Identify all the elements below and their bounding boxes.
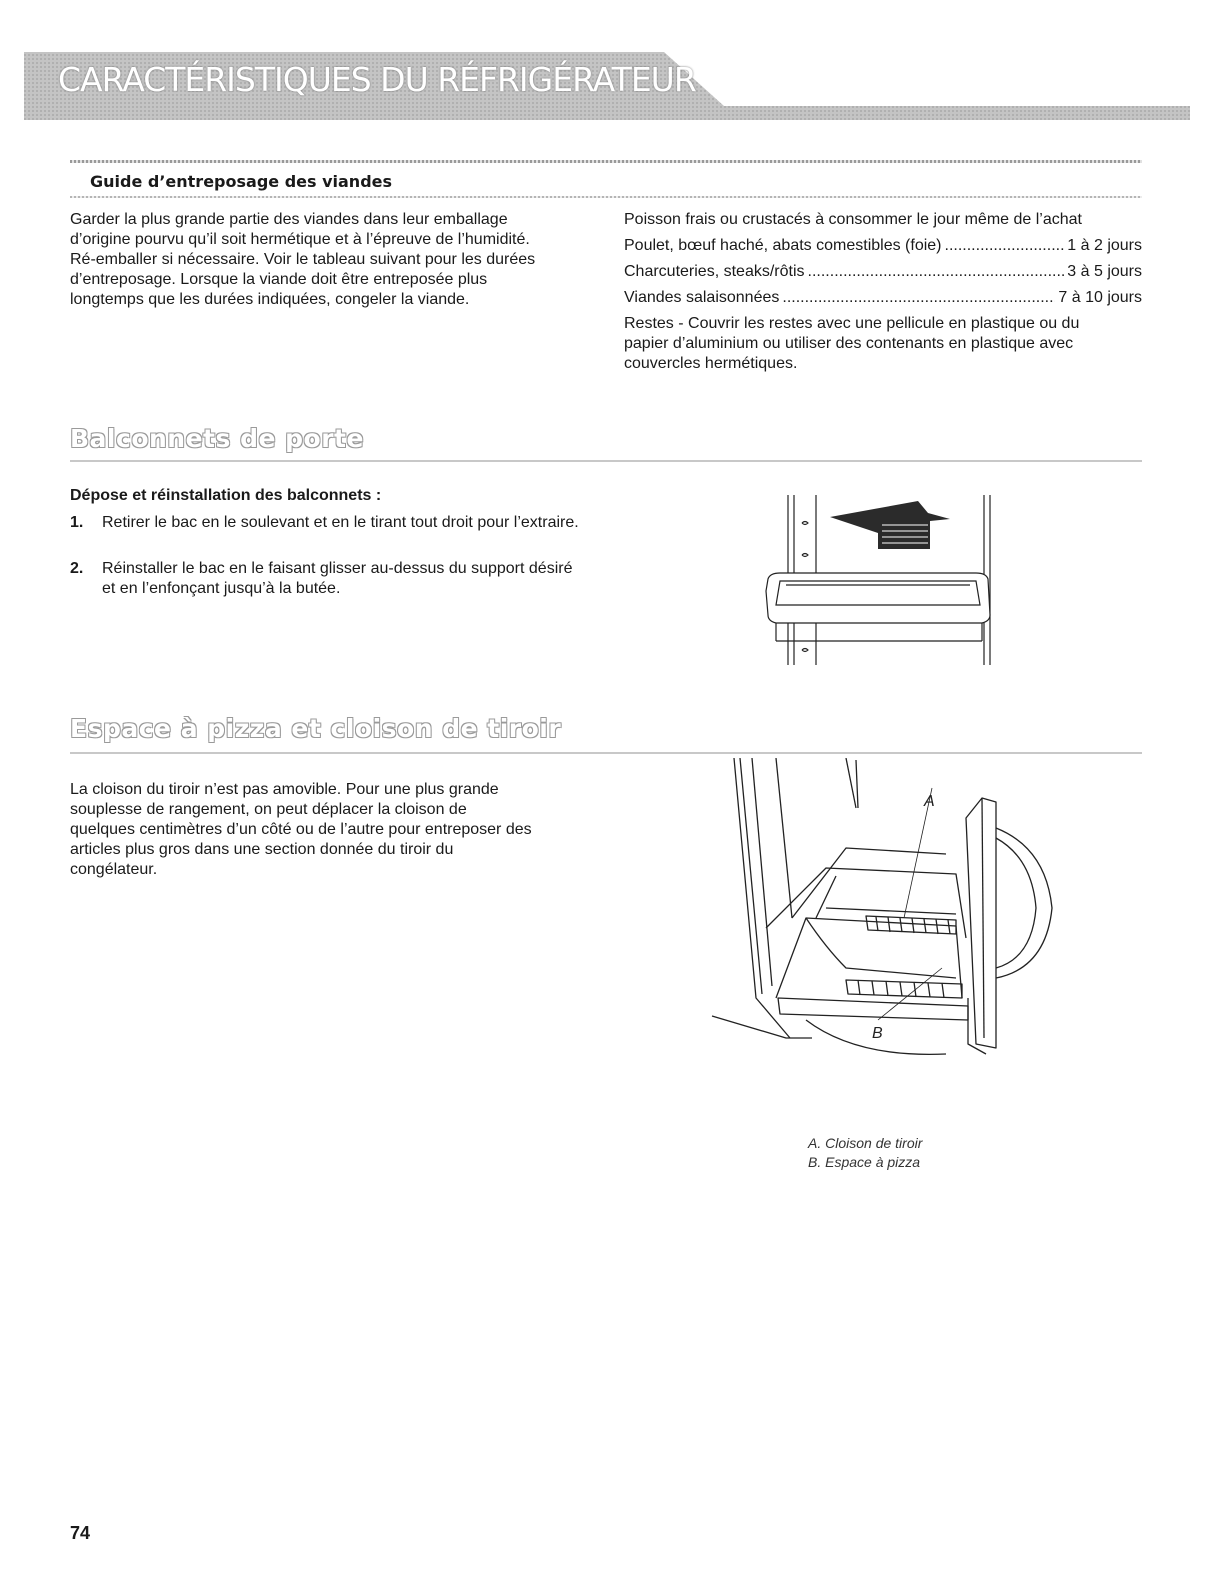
intro-line: Ré-emballer si nécessaire. Voir le tableau suivant pour les durées (70, 251, 536, 268)
arrow-left-icon (830, 501, 950, 549)
storage-row (624, 288, 1142, 308)
callout-label-b: B (872, 1025, 883, 1042)
callout-label-a: A (924, 793, 935, 810)
leftovers-line: Restes - Couvrir les restes avec une pellicule en plastique ou du (624, 315, 1080, 332)
pizza-section-rule (70, 752, 1142, 754)
dot-leader (782, 288, 1055, 308)
pizza-body-line: La cloison du tiroir n’est pas amovible. Pour une plus grande (70, 781, 499, 798)
step-number: 1. (70, 514, 84, 531)
step-item (70, 559, 590, 599)
leftovers-line: papier d’aluminium ou utiliser des contenants en plastique avec (624, 335, 1074, 352)
step-number: 2. (70, 560, 84, 577)
figure-caption-a: A. Cloison de tiroir (808, 1135, 923, 1151)
pizza-body-line: souplesse de rangement, on peut déplacer la cloison de (70, 801, 467, 818)
page-header-title: CARACTÉRISTIQUES DU RÉFRIGÉRATEUR (58, 60, 696, 99)
leftovers-note (624, 314, 1154, 374)
storage-row (624, 262, 1142, 282)
pizza-body-line: articles plus gros dans une section donnée du tiroir du (70, 841, 454, 858)
freezer-drawer-illustration (706, 758, 1066, 1058)
dot-leader (808, 262, 1065, 282)
pizza-body (70, 780, 610, 880)
door-bins-rule (70, 460, 1142, 462)
fish-note: Poisson frais ou crustacés à consommer le jour même de l’achat (624, 211, 1082, 228)
intro-line: d’entreposage. Lorsque la viande doit être entreposée plus (70, 271, 488, 288)
figure-caption-b: B. Espace à pizza (808, 1154, 921, 1170)
pizza-section-title: Espace à pizza et cloison de tiroir (70, 714, 562, 743)
intro-line: d’origine pourvu qu’il soit hermétique et à l’épreuve de l’humidité. (70, 231, 530, 248)
storage-row-label: Viandes salaisonnées (624, 289, 780, 306)
pizza-body-line: quelques centimètres d’un côté ou de l’autre pour entreposer des (70, 821, 532, 838)
guide-bottom-rule (70, 196, 1142, 198)
door-bins-subhead: Dépose et réinstallation des balconnets : (70, 487, 382, 504)
door-bins-title: Balconnets de porte (70, 424, 364, 453)
door-bin-illustration (758, 495, 998, 665)
storage-row (624, 236, 1142, 256)
storage-row-label: Poulet, bœuf haché, abats comestibles (foie) (624, 237, 942, 254)
storage-row-label: Charcuteries, steaks/rôtis (624, 263, 805, 280)
step-text: Réinstaller le bac en le faisant glisser au-dessus du support désiré et en l’enfonçant jusqu’à la butée. (102, 560, 573, 597)
meat-guide-intro (70, 210, 600, 310)
dot-leader (945, 236, 1065, 256)
storage-row-days: 3 à 5 jours (1067, 263, 1142, 280)
step-item (70, 513, 590, 533)
step-text: Retirer le bac en le soulevant et en le tirant tout droit pour l’extraire. (102, 514, 579, 531)
guide-top-rule (70, 160, 1142, 163)
page-number: 74 (70, 1523, 91, 1543)
leftovers-line: couvercles hermétiques. (624, 355, 798, 372)
header-banner (24, 46, 1190, 120)
storage-row-days: 1 à 2 jours (1067, 237, 1142, 254)
pizza-body-line: congélateur. (70, 861, 158, 878)
meat-guide-title: Guide d’entreposage des viandes (90, 172, 393, 191)
intro-line: Garder la plus grande partie des viandes dans leur emballage (70, 211, 508, 228)
intro-line: longtemps que les durées indiquées, congeler la viande. (70, 291, 470, 308)
storage-row-days: 7 à 10 jours (1058, 289, 1142, 306)
